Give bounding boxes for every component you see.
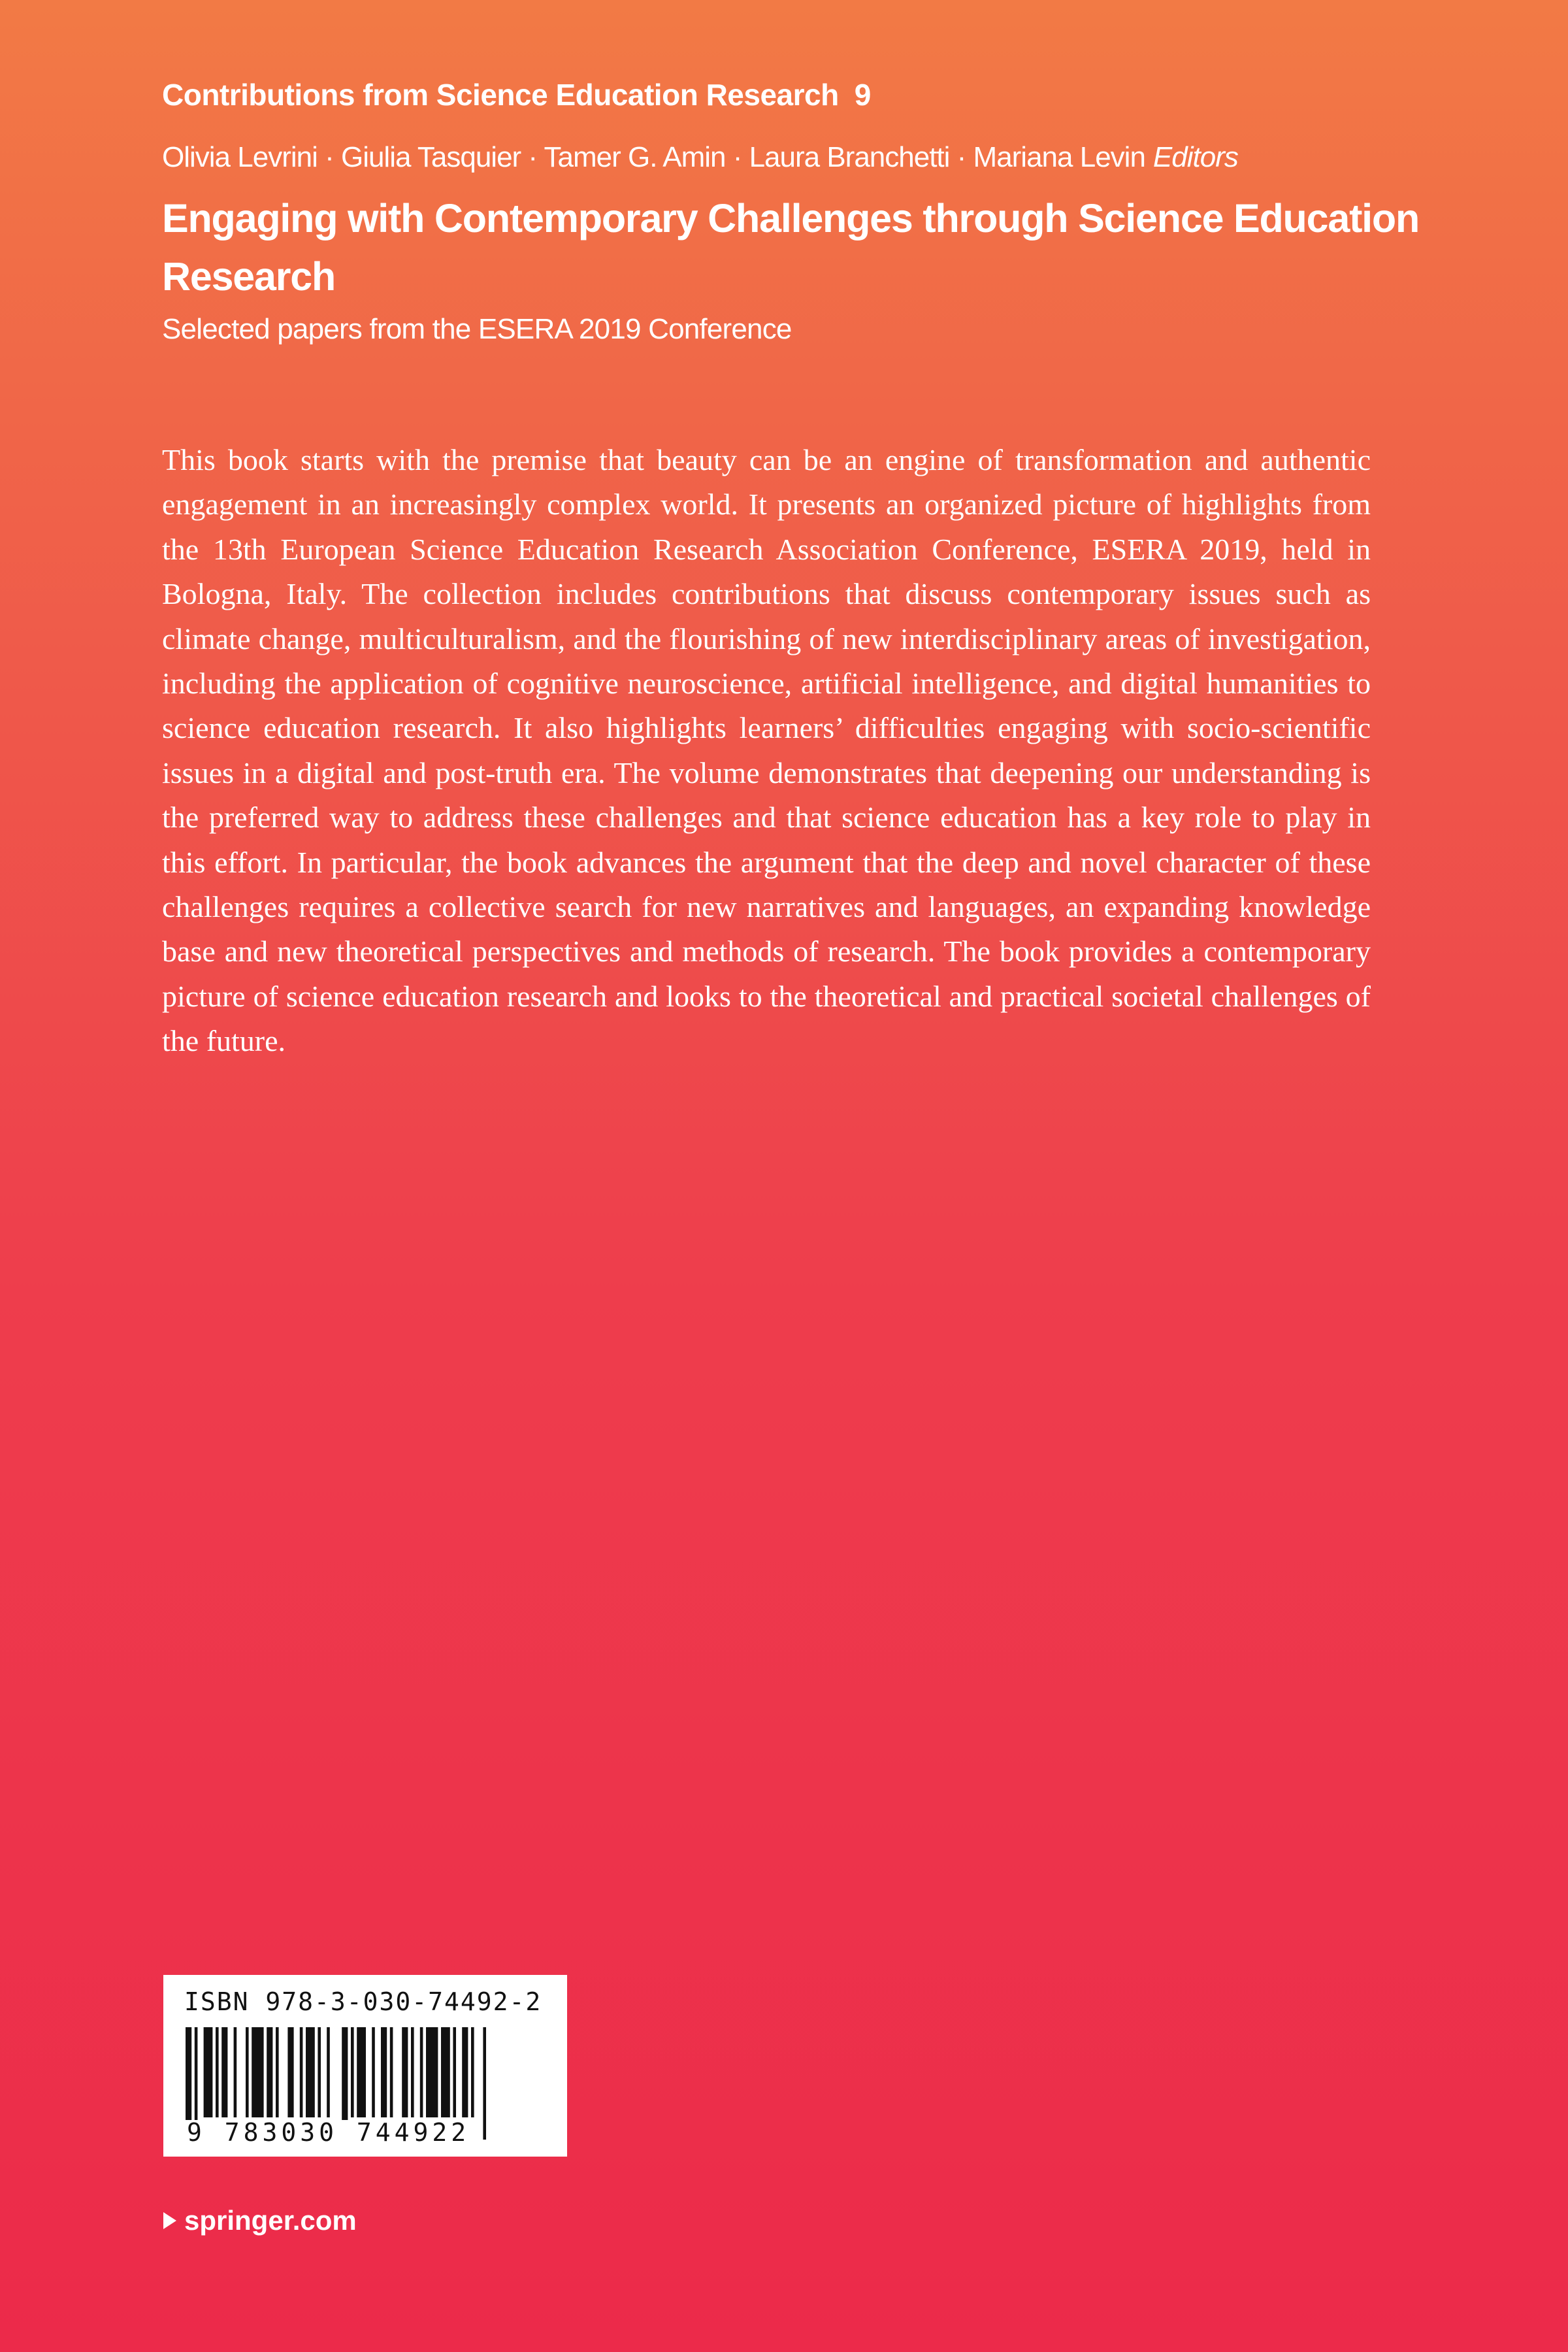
barcode-bar — [306, 2027, 315, 2117]
barcode-bar — [287, 2027, 293, 2117]
barcode-bar — [453, 2027, 456, 2117]
springer-link-label: springer.com — [184, 2205, 357, 2236]
book-description: This book starts with the premise that beauty can be an engine of transformation and authentic engagement in an increasingly complex world. It presents an organized picture of highlights from the 13th European Science Education Research Association Conference, ESERA 2019, held in Bologna, Italy. The collection includes contributions that discuss contemporary issues such as climate change, multiculturalism, and the flourishing of new interdisciplinary areas of investigation, including the application of cognitive neuroscience, artificial intelligence, and digital humanities to science education research. It also highlights learners’ difficulties engaging with socio-scientific issues in a digital and post-truth era. The volume demonstrates that deepening our understanding is the preferred way to address these challenges and that science education has a key role to play in this effort. In particular, the book advances the argument that the deep and novel character of these challenges requires a collective search for new narratives and languages, an expanding knowledge base and new theoretical perspectives and methods of research. The book provides a contemporary picture of science education research and looks to the theoretical and practical societal challenges of the future. — [162, 443, 1371, 1058]
barcode-bar — [318, 2027, 321, 2117]
barcode-bar — [221, 2027, 227, 2117]
barcode-bar — [420, 2027, 423, 2117]
barcode-bar — [381, 2027, 387, 2117]
isbn-label: ISBN 978-3-030-74492-2 — [184, 1987, 542, 2016]
barcode-bar — [462, 2027, 468, 2117]
series-name: Contributions from Science Education Research — [162, 78, 839, 112]
barcode-bar — [390, 2027, 393, 2117]
cover-header — [162, 77, 1429, 347]
barcode-bar — [402, 2027, 408, 2117]
series-number: 9 — [854, 78, 871, 112]
barcode-bar — [267, 2027, 272, 2117]
barcode-digits: 9 783030 744922 — [184, 2120, 472, 2145]
series-line — [162, 77, 1429, 113]
barcode-bar — [351, 2027, 354, 2117]
isbn-barcode-box — [163, 1975, 567, 2157]
barcode-bar — [216, 2027, 219, 2117]
springer-link[interactable] — [163, 2205, 357, 2236]
barcode-bar — [426, 2027, 438, 2117]
book-subtitle: Selected papers from the ESERA 2019 Conference — [162, 313, 792, 346]
barcode-bar — [234, 2027, 237, 2117]
barcode-bar — [300, 2027, 303, 2117]
barcode-bar — [411, 2027, 414, 2117]
barcode-bar — [276, 2027, 279, 2117]
barcode-bar — [252, 2027, 263, 2117]
editors-role: Editors — [1152, 141, 1238, 174]
barcode-bar — [483, 2027, 486, 2140]
barcode-bar — [372, 2027, 375, 2117]
barcode-bar — [441, 2027, 450, 2117]
book-title: Engaging with Contemporary Challenges through Science Education Research — [162, 195, 1420, 299]
barcode-bar — [246, 2027, 249, 2117]
editor-names: Olivia Levrini · Giulia Tasquier · Tamer G. Amin · Laura Branchetti · Mariana Levin — [162, 141, 1145, 174]
barcode-bar — [471, 2027, 474, 2117]
barcode-bar — [357, 2027, 366, 2117]
barcode-bar — [327, 2027, 330, 2117]
editors-line — [162, 141, 1429, 175]
arrow-right-icon — [163, 2212, 176, 2229]
barcode-bar — [204, 2027, 213, 2117]
